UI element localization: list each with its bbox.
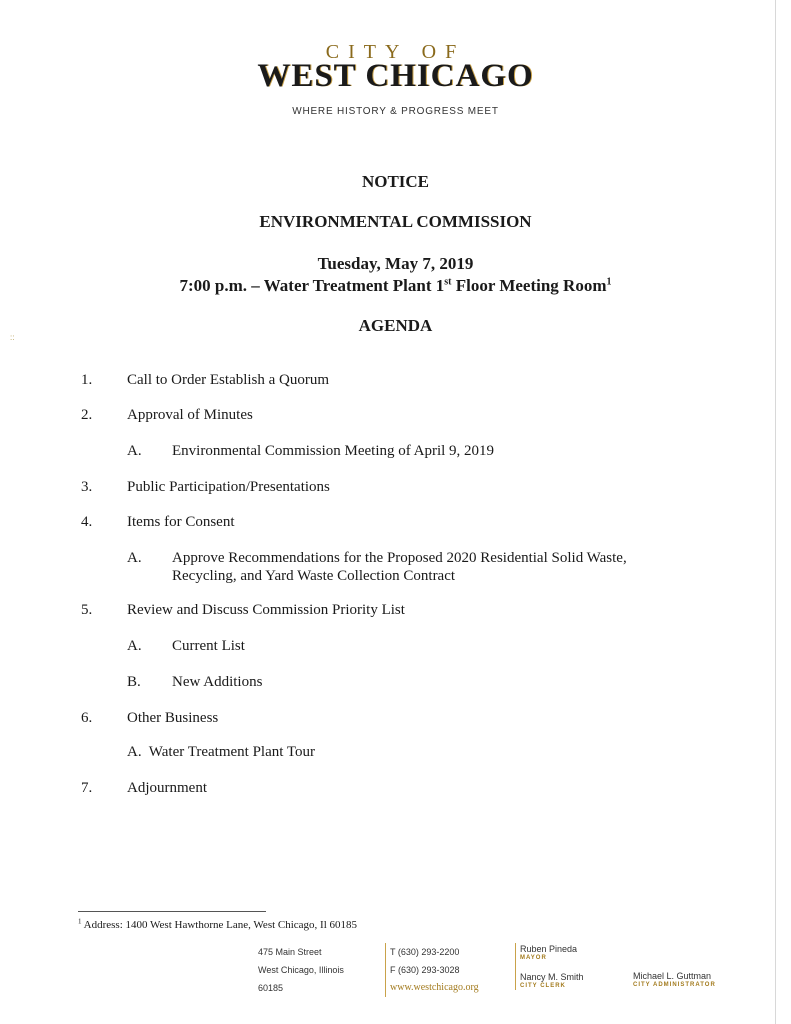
footer-street: 475 Main Street — [258, 947, 322, 957]
admin-role: CITY ADMINISTRATOR — [633, 982, 716, 988]
page-edge-shadow — [775, 0, 776, 1024]
meeting-date: Tuesday, May 7, 2019 — [317, 254, 474, 273]
footnote-rule — [78, 911, 266, 912]
agenda-sub-5a-letter: A. — [127, 638, 142, 654]
footer-fax: F (630) 293-3028 — [390, 965, 460, 975]
footer-administrator — [633, 970, 716, 989]
agenda-sub-5a: Current List — [172, 638, 245, 654]
agenda-num-6: 6. — [81, 710, 93, 726]
logo-city-name: WEST CHICAGO — [257, 58, 534, 94]
notice-heading: NOTICE — [361, 172, 430, 191]
agenda-num-7: 7. — [81, 780, 93, 796]
footer-city: West Chicago, Illinois — [258, 965, 344, 975]
logo-city-of: CITY OF — [325, 41, 466, 63]
agenda-item-6: Other Business — [127, 710, 219, 726]
agenda-sub-5b-letter: B. — [127, 674, 141, 690]
agenda-item-4: Items for Consent — [127, 514, 235, 530]
agenda-num-1: 1. — [81, 372, 93, 388]
footer-officials — [515, 943, 584, 990]
agenda-sub-6a: A. Water Treatment Plant Tour — [127, 744, 316, 760]
agenda-sub-4a-line2: Recycling, and Yard Waste Collection Contract — [172, 568, 456, 584]
agenda-sub-4a-line1: Approve Recommendations for the Proposed 2020 Residential Solid Waste, — [172, 550, 627, 566]
agenda-sub-4a-letter: A. — [127, 550, 142, 566]
agenda-num-2: 2. — [81, 407, 93, 423]
agenda-num-5: 5. — [81, 602, 93, 618]
time-place-text-2: Floor Meeting Room — [451, 276, 607, 295]
agenda-num-3: 3. — [81, 479, 93, 495]
footer-phone: T (630) 293-2200 — [390, 947, 460, 957]
agenda-item-3: Public Participation/Presentations — [127, 479, 330, 495]
footer-website-link[interactable]: www.westchicago.org — [390, 982, 479, 993]
footnote — [78, 918, 357, 932]
logo-tagline: WHERE HISTORY & PROGRESS MEET — [292, 106, 499, 117]
agenda-heading: AGENDA — [358, 316, 433, 335]
footer-address — [258, 943, 344, 997]
agenda-sub-5b: New Additions — [172, 674, 263, 690]
commission-heading: ENVIRONMENTAL COMMISSION — [259, 212, 532, 231]
ordinal-sup: st — [444, 276, 452, 288]
margin-mark: :: — [10, 333, 15, 342]
clerk-name: Nancy M. Smith — [520, 972, 584, 982]
time-place-text: 7:00 p.m. – Water Treatment Plant 1 — [179, 276, 445, 295]
footer-contact — [385, 943, 479, 997]
agenda-item-1: Call to Order Establish a Quorum — [127, 372, 330, 388]
mayor-name: Ruben Pineda — [520, 944, 578, 954]
mayor-role: MAYOR — [520, 955, 547, 961]
footnote-text: Address: 1400 West Hawthorne Lane, West Chicago, Il 60185 — [81, 919, 358, 931]
agenda-item-2: Approval of Minutes — [127, 407, 253, 423]
footnote-mark: 1 — [78, 917, 82, 926]
footer-zip: 60185 — [258, 983, 284, 993]
agenda-sub-2a: Environmental Commission Meeting of April 9, 2019 — [172, 443, 495, 459]
agenda-sub-2a-letter: A. — [127, 443, 142, 459]
footnote-ref: 1 — [606, 276, 612, 288]
meeting-time-place — [0, 276, 791, 296]
agenda-item-5: Review and Discuss Commission Priority List — [127, 602, 405, 618]
admin-name: Michael L. Guttman — [633, 971, 712, 981]
clerk-role: CITY CLERK — [520, 983, 566, 989]
agenda-item-7: Adjournment — [127, 780, 207, 796]
agenda-num-4: 4. — [81, 514, 93, 530]
